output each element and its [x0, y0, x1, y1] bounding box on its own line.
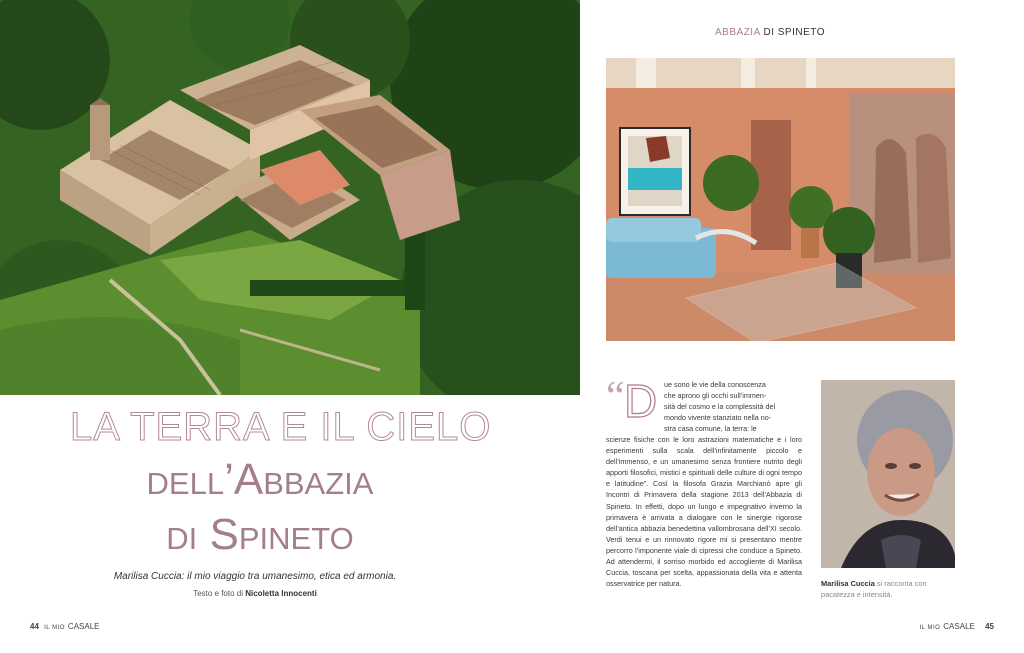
indented-line: mondo vivente stanziato nella no- [664, 413, 772, 423]
page-number-right: 45 [985, 622, 994, 631]
portrait-photo [821, 380, 955, 568]
header-right: DI SPINETO [763, 27, 825, 38]
article-body [606, 375, 802, 589]
portrait-caption [821, 579, 955, 600]
indented-line: sità del cosmo e la complessità del [664, 402, 776, 412]
aerial-photo-abbey [0, 0, 580, 395]
title-line-1: LA TERRA E IL CIELO [70, 405, 492, 449]
caption-name: Marilisa Cuccia [821, 579, 875, 588]
magazine-small-right: IL MIO [919, 625, 941, 631]
footer-right [917, 622, 995, 631]
dropcap-quote: “ [606, 374, 625, 420]
indented-line: che aprono gli occhi sull’immen- [664, 391, 767, 401]
credit-prefix: Testo e foto di [193, 589, 243, 598]
photo-credit [150, 589, 360, 598]
dropcap-letter: D [624, 375, 658, 427]
magazine-name-right: CASALE [943, 622, 975, 631]
footer-left [30, 622, 100, 631]
page-number-left: 44 [30, 622, 39, 631]
magazine-small-left: IL MIO [44, 625, 65, 631]
title-line-3: di Spineto [166, 510, 354, 559]
indented-line: stra casa comune, la terra: le [664, 424, 757, 434]
indented-line: ue sono le vie della conoscenza [664, 380, 766, 389]
title-line-2: dell’Abbazia [146, 455, 374, 504]
article-paragraph: scienze fisiche con le loro astrazioni matematiche e i loro esperimenti sulla scala dell’infinitamente piccolo e dell’immenso, e un umanesimo senza frontiere nutrito degli apporti filosofici, mistici e spirituali delle culture di ogni tempo e latitudine”. Così la filosofa Grazia Marchianò apre gli Incontri di Primavera della stagione 2013 dell’Abbazia di Spineto. In effetti, dopo un lungo e impegnativo inverno la primavera è arrivata a dialogare con le sinergie rigorose dell’antica abbazia benedettina vallombrosana dell’XI secolo. Verdi tenui e un rinnovato rigore mi si presentano mentre percorro l’imponente viale di cipressi che conduce a Spineto. Ad attendermi, il sorriso morbido ed accogliente di Marilisa Cuccia, toscana per scelta, appassionata della vita e attenta osservatrice per natura. [606, 435, 802, 588]
credit-author: Nicoletta Innocenti [245, 589, 317, 598]
section-header [700, 27, 840, 38]
magazine-name-left: CASALE [67, 622, 100, 631]
caption-text: si racconta con pacatezza e intensità. [821, 579, 927, 599]
interior-photo [606, 58, 955, 341]
article-subtitle: Marilisa Cuccia: il mio viaggio tra umanesimo, etica ed armonia. [113, 571, 397, 582]
indented-lines [606, 375, 802, 434]
header-left: ABBAZIA [715, 27, 761, 38]
